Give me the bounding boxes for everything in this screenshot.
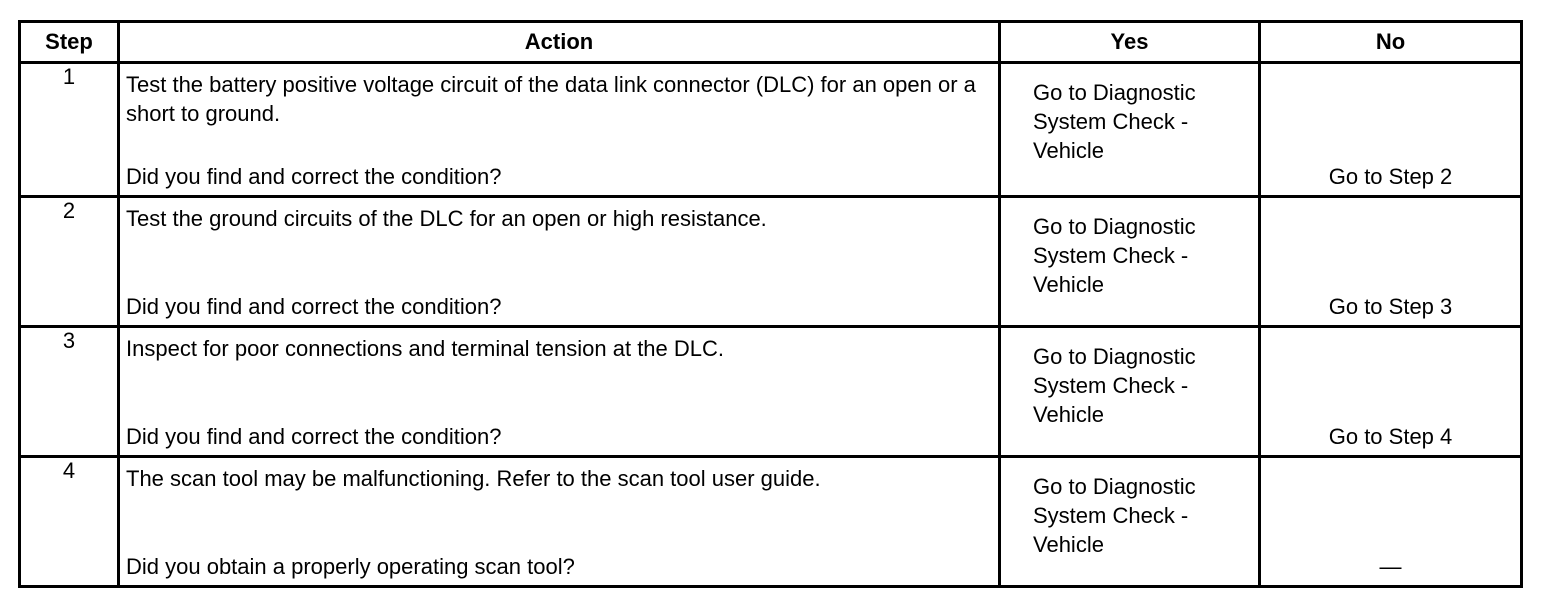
action-cell	[119, 327, 1000, 457]
no-cell	[1260, 63, 1522, 197]
column-header-step: Step	[20, 22, 119, 63]
step-number: 2	[20, 197, 119, 327]
no-result: —	[1379, 554, 1402, 579]
yes-result: Go to Diagnostic System Check - Vehicle	[1033, 214, 1196, 297]
column-header-action: Action	[119, 22, 1000, 63]
action-instruction: Inspect for poor connections and terminal tension at the DLC.	[126, 336, 725, 361]
step-number: 4	[20, 457, 119, 587]
no-cell	[1260, 327, 1522, 457]
action-question: Did you find and correct the condition?	[126, 424, 502, 449]
yes-cell	[1000, 63, 1260, 197]
action-instruction: Test the battery positive voltage circuit of the data link connector (DLC) for an open or a short to ground.	[126, 72, 976, 126]
no-result: Go to Step 4	[1328, 424, 1453, 449]
column-header-no: No	[1260, 22, 1522, 63]
no-cell	[1260, 197, 1522, 327]
table-row	[20, 197, 1522, 327]
yes-cell	[1000, 457, 1260, 587]
yes-result: Go to Diagnostic System Check - Vehicle	[1033, 344, 1196, 427]
column-header-yes: Yes	[1000, 22, 1260, 63]
action-cell	[119, 63, 1000, 197]
action-instruction: Test the ground circuits of the DLC for an open or high resistance.	[126, 206, 767, 231]
yes-cell	[1000, 327, 1260, 457]
yes-cell	[1000, 197, 1260, 327]
action-instruction: The scan tool may be malfunctioning. Refer to the scan tool user guide.	[126, 466, 821, 491]
no-result: Go to Step 3	[1328, 294, 1453, 319]
step-number: 1	[20, 63, 119, 197]
action-question: Did you find and correct the condition?	[126, 294, 502, 319]
yes-result: Go to Diagnostic System Check - Vehicle	[1033, 474, 1196, 557]
table-row	[20, 327, 1522, 457]
no-result: Go to Step 2	[1328, 164, 1453, 189]
action-cell	[119, 197, 1000, 327]
yes-result: Go to Diagnostic System Check - Vehicle	[1033, 80, 1196, 163]
action-cell	[119, 457, 1000, 587]
table-row	[20, 63, 1522, 197]
action-question: Did you obtain a properly operating scan tool?	[126, 554, 575, 579]
step-number: 3	[20, 327, 119, 457]
action-question: Did you find and correct the condition?	[126, 164, 502, 189]
diagnostic-table	[18, 20, 1523, 588]
table-row	[20, 457, 1522, 587]
table-header-row	[20, 22, 1522, 63]
no-cell	[1260, 457, 1522, 587]
